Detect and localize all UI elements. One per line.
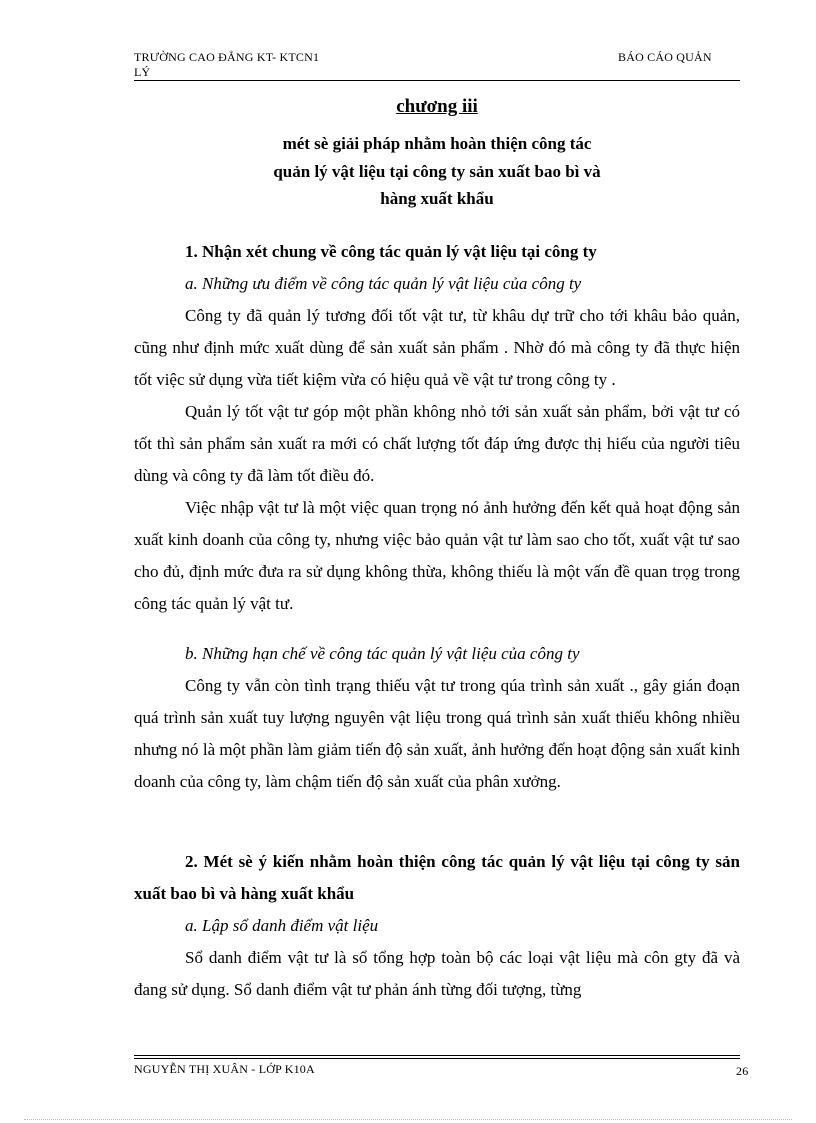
paragraph: Công ty vẫn còn tình trạng thiếu vật tư trong qúa trình sản xuất ., gây gián đoạn quá trình sản xuất tuy lượng nguyên vật liệu trong quá trình sản xuất thiếu không nhiều nhưng nó là một phần làm giảm tiến độ sản xuất, ảnh hưởng đến hoạt động sản xuất kinh doanh của công ty, làm chậm tiến độ sản xuất của phân xưởng. [134,676,740,791]
section-1a-heading: a. Những ưu điểm về công tác quản lý vật liệu của công ty [185,274,582,293]
page-number: 26 [736,1064,749,1078]
paragraph: Công ty đã quản lý tương đối tốt vật tư, từ khâu dự trữ cho tới khâu bảo quản, cũng như định mức xuất dùng để sản xuất sản phẩm . Nhờ đó mà công ty đã thực hiện tốt việc sử dụng vừa tiết kiệm vừa có hiệu quả về vật tư trong công ty . [134,306,740,389]
section-1b-heading: b. Những hạn chế về công tác quản lý vật liệu của công ty [185,644,580,663]
section-1b [134,638,740,798]
chapter-title-line3: hàng xuất khẩu [380,189,494,208]
header-report-title: BÁO CÁO QUẢN [618,50,712,64]
footer-author: NGUYỄN THỊ XUÂN - LỚP K10A [134,1062,315,1076]
paragraph: Sổ danh điểm vật tư là sổ tổng hợp toàn bộ các loại vật liệu mà côn gty đã và đang sử dụng. Sổ danh điểm vật tư phản ánh từng đối tượng, từng [134,948,740,999]
footer-rule [134,1055,740,1056]
header-rule [134,80,740,81]
footer-rule-double [134,1058,740,1059]
section-1-heading: 1. Nhận xét chung về công tác quản lý vật liệu tại công ty [185,242,597,261]
chapter-title-line1: mét sè giải pháp nhằm hoàn thiện công tác [282,134,592,153]
section-1 [134,236,740,620]
paragraph: Quản lý tốt vật tư góp một phần không nhỏ tới sản xuất sản phẩm, bởi vật tư có tốt thì sản phẩm sản xuất ra mới có chất lượng tốt đáp ứng được thị hiếu của người tiêu dùng và công ty đã làm tốt điều đó. [134,402,740,485]
header-wrap: LÝ [134,65,151,79]
section-2-heading: 2. Mét sè ý kiến nhằm hoàn thiện công tác quản lý vật liệu tại công ty sản xuất bao bì và hàng xuất khẩu [134,852,740,903]
paragraph: Việc nhập vật tư là một việc quan trọng nó ảnh hưởng đến kết quả hoạt động sản xuất kinh doanh của công ty, nhưng việc bảo quản vật tư làm sao cho tốt, xuất vật tư sao cho đủ, định mức đưa ra sử dụng không thừa, không thiếu là một vấn đề quan trọg trong công tác quản lý vật tư. [134,498,740,613]
page-bottom-border [24,1119,792,1120]
header-school: TRƯỜNG CAO ĐẲNG KT- KTCN1 [134,50,320,64]
chapter-title-line2: quản lý vật liệu tại công ty sản xuất bao bì và [273,162,601,181]
section-2 [134,846,740,1006]
chapter-number: chương iii [396,96,478,117]
section-2a-heading: a. Lập sổ danh điểm vật liệu [185,916,379,935]
